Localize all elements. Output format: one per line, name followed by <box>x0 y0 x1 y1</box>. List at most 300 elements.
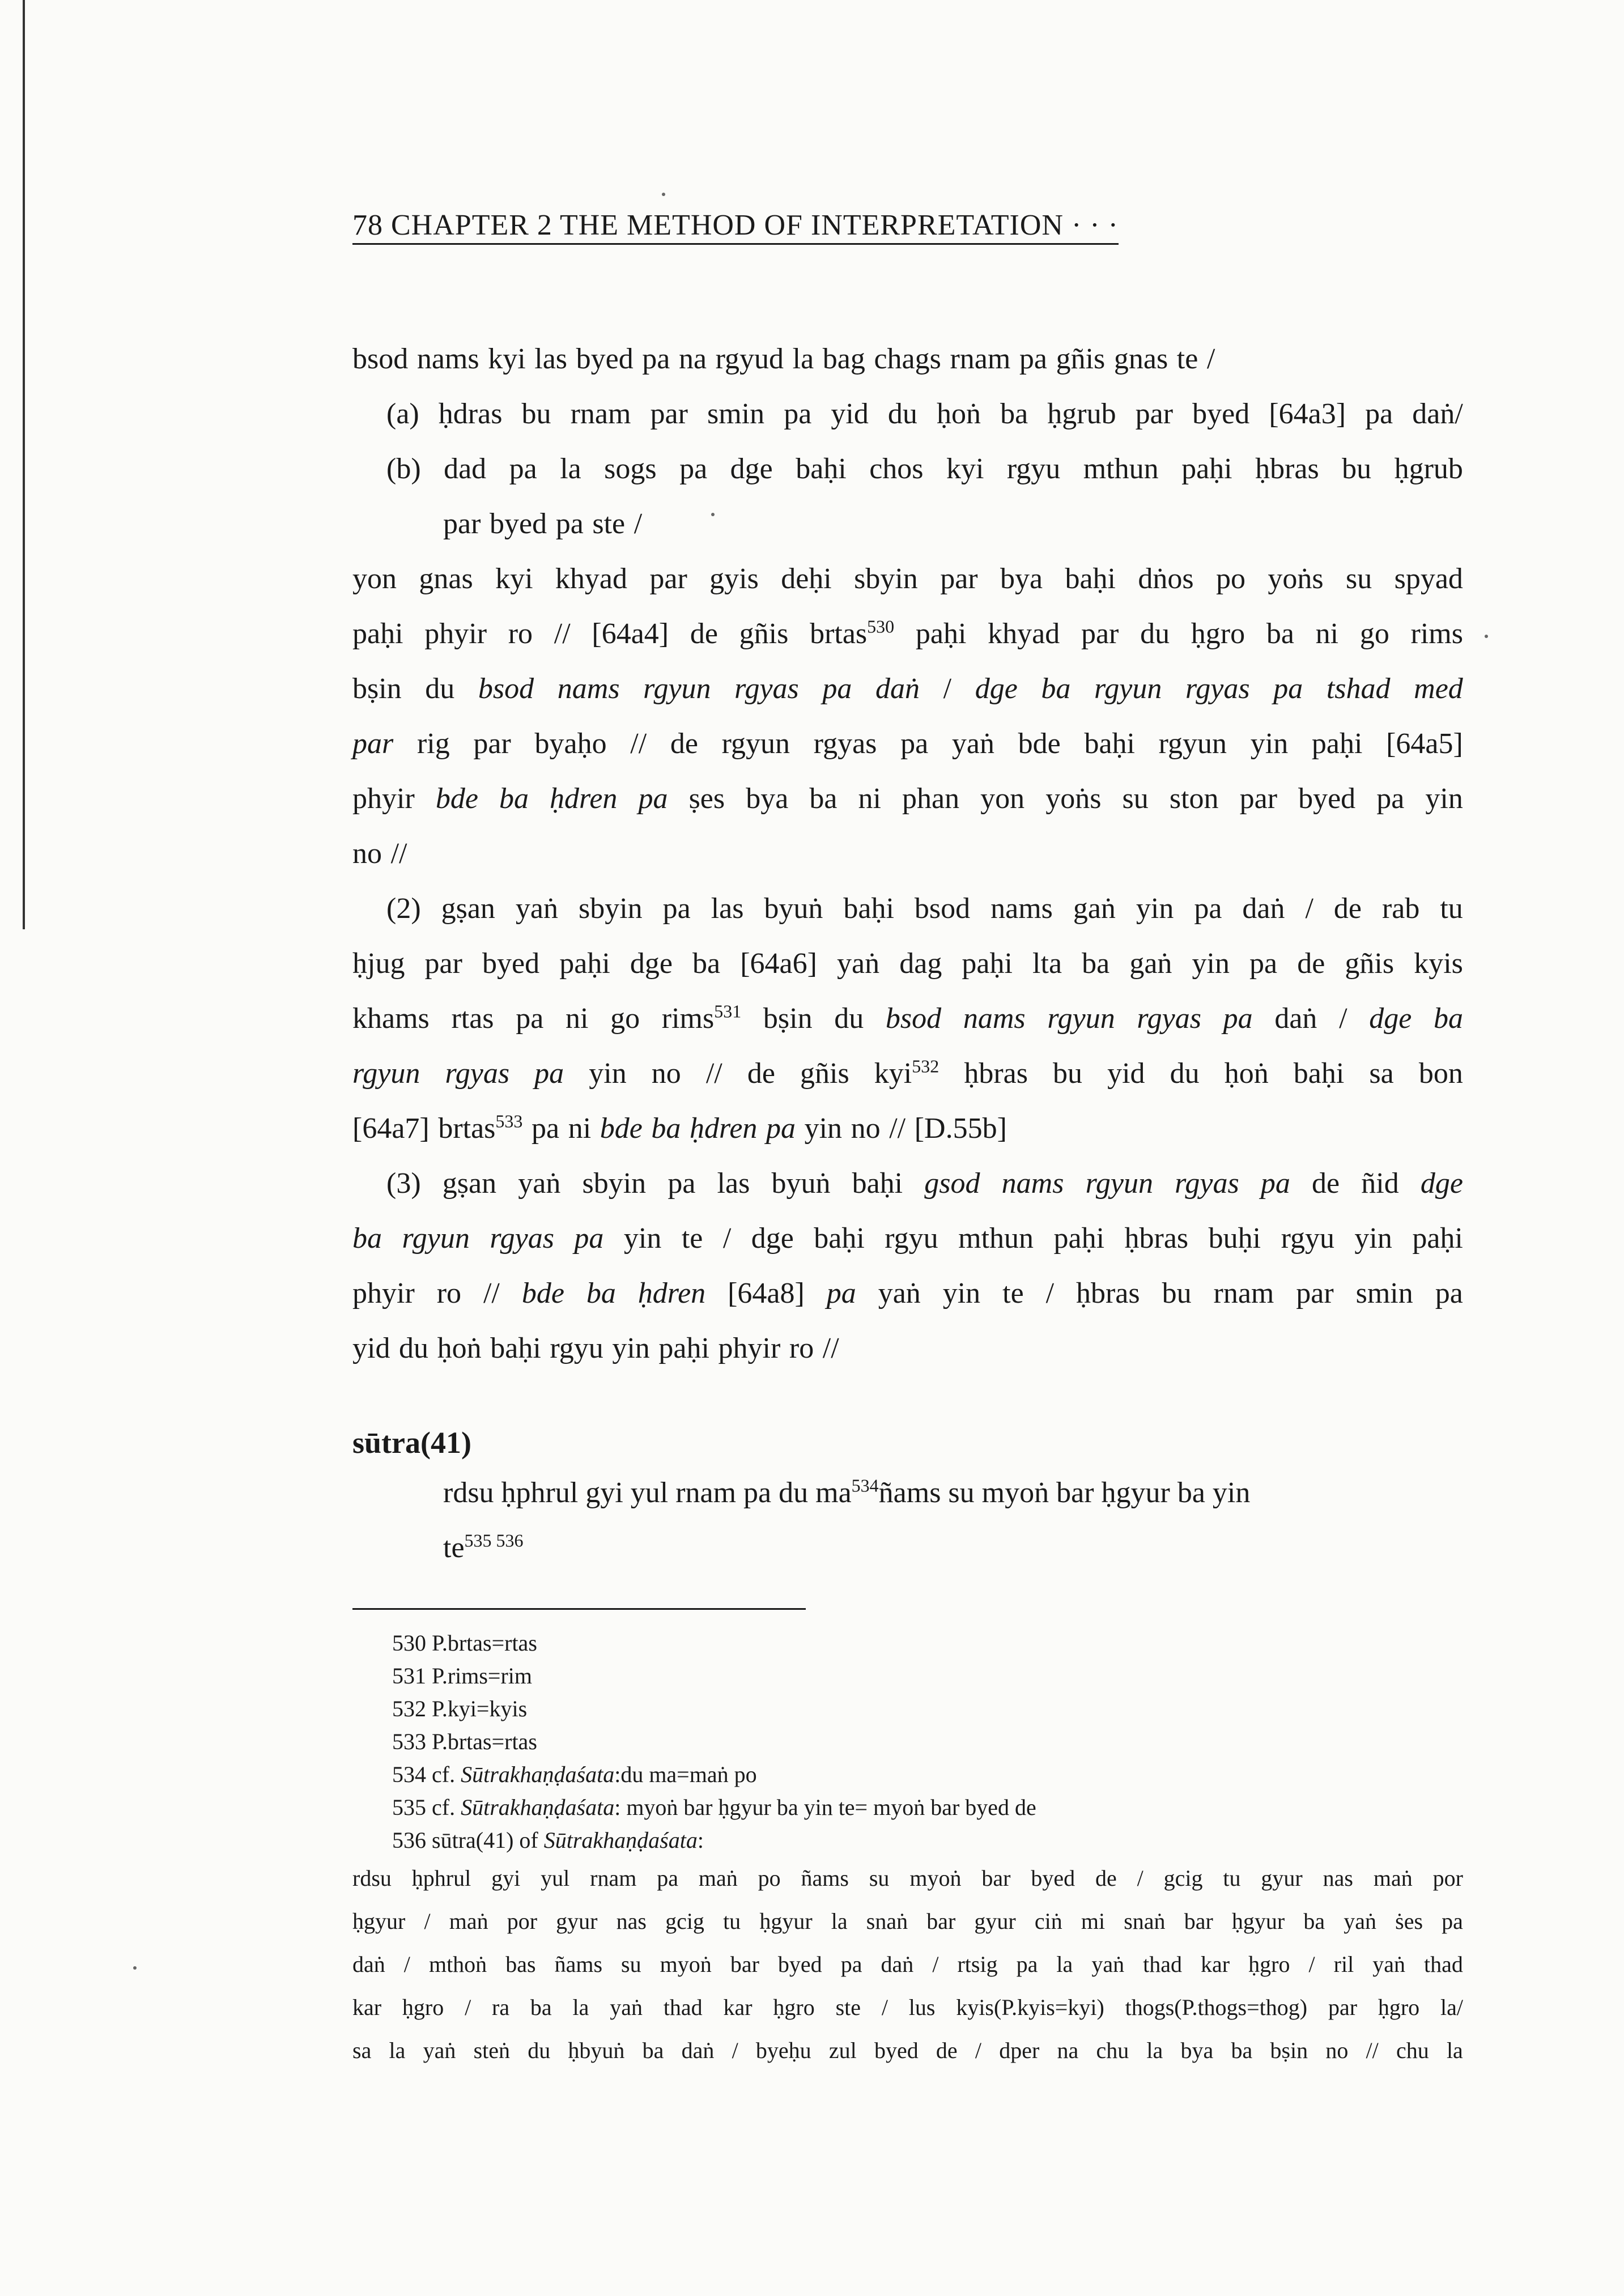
word-group <box>784 386 811 441</box>
word-group <box>638 1266 705 1321</box>
word: ni <box>568 1112 592 1145</box>
word: spyad <box>1394 563 1463 595</box>
word-group <box>505 1943 535 1986</box>
word: gṣan <box>441 892 495 925</box>
word: steṅ <box>473 2038 511 2063</box>
word: mthoṅ <box>428 1951 487 1977</box>
word-group <box>866 1900 908 1943</box>
word-group <box>582 1156 646 1211</box>
word-group <box>352 826 382 881</box>
word-group <box>508 606 533 661</box>
word-group <box>1137 991 1201 1046</box>
footnote-text: 534 cf. <box>392 1762 461 1787</box>
word-group <box>940 551 977 606</box>
italic-word: bsod <box>885 1002 942 1035</box>
word: / <box>943 673 952 705</box>
footnote-text: 536 sūtra(41) of <box>392 1827 544 1853</box>
word: par <box>1296 1277 1334 1309</box>
word: ṡes <box>1395 1908 1423 1934</box>
word-group <box>1369 991 1412 1046</box>
word-group <box>1123 771 1149 826</box>
intro-line <box>352 331 1463 386</box>
word-group <box>1046 1266 1054 1321</box>
word: gyur <box>556 1908 598 1934</box>
word: rtas <box>451 1002 494 1035</box>
word-group <box>424 1900 430 1943</box>
word-group <box>573 1986 589 2029</box>
word: yin <box>612 1332 650 1364</box>
word: pa <box>679 453 708 485</box>
word-group <box>1312 1156 1340 1211</box>
word-group <box>805 1101 842 1156</box>
word-group <box>490 1211 554 1266</box>
word-group <box>1184 1900 1213 1943</box>
word-group <box>610 1986 643 2029</box>
word-group <box>885 1211 938 1266</box>
word-group <box>1356 1266 1413 1321</box>
word-group <box>1035 1900 1062 1943</box>
word-group <box>679 331 707 386</box>
word-group <box>1312 716 1363 771</box>
word: pa <box>840 1951 862 1977</box>
word-group <box>568 2029 624 2072</box>
word: ḥphrul <box>411 1865 471 1891</box>
body-line <box>352 1046 1463 1101</box>
word-group <box>1274 991 1317 1046</box>
word: deḥi <box>781 563 832 595</box>
word: baḥi <box>852 1167 903 1200</box>
word: yin <box>1425 783 1463 815</box>
word-group <box>823 331 865 386</box>
word: kyi <box>488 343 526 375</box>
word: no <box>1325 2038 1349 2063</box>
word-group <box>1216 551 1245 606</box>
word-group <box>352 1321 390 1376</box>
body-line <box>352 991 1463 1046</box>
word: bar <box>1184 1908 1213 1934</box>
word-group <box>981 1857 1010 1900</box>
word-group <box>352 331 408 386</box>
word: mthun <box>958 1222 1034 1255</box>
word: lta <box>1032 947 1062 980</box>
word: / <box>424 1908 431 1934</box>
word-group <box>882 1986 888 2029</box>
word: baḥi <box>490 1332 541 1364</box>
word: sa <box>352 2038 372 2063</box>
word: dad <box>444 453 487 485</box>
word-group <box>1140 606 1170 661</box>
word: zul <box>828 2038 857 2063</box>
word-group <box>1412 386 1463 441</box>
word-group <box>1002 1156 1064 1211</box>
word-group <box>1425 771 1463 826</box>
word-group <box>730 1943 759 1986</box>
word-group <box>1268 551 1323 606</box>
word-group <box>630 936 673 991</box>
word-group <box>352 1943 385 1986</box>
word-group <box>560 441 581 496</box>
word-group <box>610 991 640 1046</box>
word-group <box>1181 2029 1214 2072</box>
word: ba <box>1231 2038 1253 2063</box>
word-group <box>507 1900 537 1943</box>
word: ril <box>1333 1951 1354 1977</box>
word-group <box>706 1046 722 1101</box>
word: de <box>1297 947 1325 980</box>
word-group <box>1170 771 1219 826</box>
word-group <box>1114 331 1168 386</box>
word-group <box>852 1156 903 1211</box>
word-group <box>1334 1943 1354 1986</box>
footnote-body-line <box>352 1986 1463 2029</box>
word-group <box>559 936 610 991</box>
footnote-text: 532 P.kyi=kyis <box>392 1696 528 1721</box>
italic-word: pa <box>826 1277 856 1309</box>
word-group <box>690 1101 757 1156</box>
word: gyi <box>491 1865 521 1891</box>
word-group <box>730 441 773 496</box>
word-group <box>1378 1986 1419 2029</box>
word: par <box>1081 618 1119 650</box>
word-group <box>690 606 718 661</box>
word: mi <box>1081 1908 1106 1934</box>
word: yaṅ <box>515 892 558 925</box>
word-group <box>758 1857 781 1900</box>
italic-word: rgyas <box>734 673 799 705</box>
word: ḥgyur <box>759 1908 813 1934</box>
word: daṅ <box>1242 892 1285 925</box>
italic-word: ḥdren <box>690 1112 758 1145</box>
page-body <box>352 331 1463 2072</box>
word: sbyin <box>582 1167 647 1200</box>
word: na <box>678 343 707 375</box>
word: bya <box>1000 563 1043 595</box>
word: baḥi <box>843 892 894 925</box>
word-group <box>437 1321 482 1376</box>
word: gaṅ <box>1073 892 1116 925</box>
word-group <box>352 551 397 606</box>
word-group <box>1177 331 1198 386</box>
word: pa <box>784 398 812 430</box>
footnote-title: Sūtrakhaṇḍaśata <box>461 1762 615 1787</box>
word: yin <box>623 1222 662 1255</box>
word: par <box>650 398 688 430</box>
word-group <box>1296 1266 1333 1321</box>
word-group <box>621 1943 641 1986</box>
word-group <box>946 441 984 496</box>
word: gcig <box>665 1908 704 1934</box>
word: [D.55b] <box>914 1112 1007 1145</box>
word-group <box>829 2029 857 2072</box>
word-group <box>999 2029 1039 2072</box>
word: byuṅ <box>764 892 823 925</box>
word: de <box>747 1057 775 1090</box>
word-group <box>424 606 487 661</box>
word: / <box>1206 343 1215 375</box>
word: no <box>651 1057 681 1090</box>
word-group <box>449 1900 488 1943</box>
italic-word: pa <box>574 1222 604 1255</box>
italic-word: rgyas <box>1137 1002 1201 1035</box>
word: // <box>554 618 571 650</box>
word: pa <box>1194 892 1222 925</box>
word-group <box>1361 1156 1398 1211</box>
word-group <box>916 606 967 661</box>
word-group <box>679 441 707 496</box>
word: byed <box>482 947 540 980</box>
scan-speck <box>1485 635 1488 638</box>
word: yid <box>1107 1057 1145 1090</box>
word: yin <box>942 1277 981 1309</box>
word-group <box>728 1266 805 1321</box>
sutra-text: rdsu ḥphrul gyi yul rnam pa du ma <box>443 1477 852 1509</box>
word-group <box>1442 1900 1463 1943</box>
word-group <box>639 771 668 826</box>
word: bde <box>1018 728 1061 760</box>
word: bya <box>746 783 789 815</box>
word: rims <box>661 1002 715 1035</box>
word-group <box>522 386 551 441</box>
word-group <box>352 661 402 716</box>
word-group <box>924 1156 980 1211</box>
footnote-body-line <box>352 1857 1463 1900</box>
word: po <box>758 1865 781 1891</box>
word: / <box>732 2038 738 2063</box>
word: thad <box>663 1995 703 2020</box>
italic-word: rgyun <box>643 673 711 705</box>
word-group <box>1440 881 1463 936</box>
word: yul <box>541 1865 570 1891</box>
footnote-title: Sūtrakhaṇḍaśata <box>543 1827 698 1853</box>
body-line <box>352 881 1463 936</box>
word: // <box>1366 2038 1379 2063</box>
word-group <box>1440 1986 1463 2029</box>
word-group <box>858 771 881 826</box>
word-group <box>1192 386 1249 441</box>
word: gnas <box>419 563 473 595</box>
word-group <box>600 1101 643 1156</box>
word: ḥgrub <box>1394 453 1463 485</box>
word-group <box>719 1321 781 1376</box>
word: dge <box>751 1222 794 1255</box>
word: pa <box>516 1002 544 1035</box>
word: byed <box>490 508 547 540</box>
word-group <box>773 1986 814 2029</box>
word: // <box>390 837 407 870</box>
word-group <box>425 936 462 991</box>
word-group <box>764 881 823 936</box>
word: byed <box>1192 398 1250 430</box>
word-group <box>391 826 407 881</box>
word: byaḥo <box>534 728 607 760</box>
word: chos <box>869 453 924 485</box>
word-group <box>474 2029 510 2072</box>
word-group <box>1249 936 1277 991</box>
paragraph-item-3 <box>352 1156 1463 1376</box>
word-group <box>1346 551 1372 606</box>
word-group <box>630 716 647 771</box>
word: rdsu <box>352 1865 392 1891</box>
word: yaṅ <box>610 1995 643 2020</box>
word: de <box>1312 1167 1340 1200</box>
word: ston <box>1169 783 1219 815</box>
italic-word: pa <box>638 783 668 815</box>
footnote-ref: 530 <box>867 616 895 637</box>
word-group <box>952 716 994 771</box>
word-group <box>1339 991 1347 1046</box>
word: [64a3] <box>1269 398 1346 430</box>
word-group <box>492 1986 509 2029</box>
word: tu <box>1223 1865 1241 1891</box>
word-group <box>888 386 917 441</box>
word: las <box>534 343 568 375</box>
sutra-line-2 <box>352 1520 1463 1575</box>
word: byuṅ <box>771 1167 831 1200</box>
word: las <box>711 892 744 925</box>
italic-word: ba <box>352 1222 382 1255</box>
word: yon <box>980 783 1025 815</box>
word: ḥbras <box>964 1057 1028 1090</box>
word-group <box>771 1156 830 1211</box>
paragraph-intro <box>352 331 1463 551</box>
word-group <box>874 331 941 386</box>
word-group <box>1125 1986 1307 2029</box>
word: daṅ <box>352 1951 385 1977</box>
word: phyir <box>352 783 415 815</box>
word-group <box>1305 881 1313 936</box>
word: ṣes <box>688 783 725 815</box>
word: thogs(P.thogs=thog) <box>1125 1995 1308 2020</box>
italic-word: bde <box>521 1277 564 1309</box>
word: // <box>889 1112 906 1145</box>
word: bag <box>822 343 865 375</box>
word-group <box>943 661 951 716</box>
body-line <box>352 1266 1463 1321</box>
word: par <box>1239 783 1278 815</box>
word: par <box>1135 398 1174 430</box>
word: ḥjug <box>352 947 405 980</box>
word: pa <box>1435 1277 1463 1309</box>
word-group <box>1125 1211 1189 1266</box>
intro-line <box>352 441 1463 496</box>
word-group <box>670 716 698 771</box>
footnote-rule <box>352 1608 806 1610</box>
word-group <box>909 1986 936 2029</box>
word: yid <box>352 1332 390 1364</box>
word: phyir <box>718 1332 781 1364</box>
word-group <box>402 1986 444 2029</box>
word-group <box>1146 2029 1163 2072</box>
word: rgyud <box>715 343 784 375</box>
word: ni <box>858 783 881 815</box>
word-group <box>1094 661 1162 716</box>
word-group <box>1194 881 1222 936</box>
word-group <box>443 496 481 551</box>
word-group <box>875 661 920 716</box>
word: ñams <box>554 1951 603 1977</box>
word-group <box>814 1211 865 1266</box>
italic-word: bsod <box>478 673 534 705</box>
word-group <box>604 441 656 496</box>
word-group <box>1083 441 1159 496</box>
italic-word: dge <box>1369 1002 1412 1035</box>
word-group <box>1095 1857 1117 1900</box>
footnote-text: :du ma=maṅ po <box>614 1762 757 1787</box>
word-group <box>1223 1857 1240 1900</box>
word-group <box>932 1943 938 1986</box>
italic-word: pa <box>822 673 852 705</box>
word: lus <box>908 1995 936 2020</box>
footnote-ref: 531 <box>714 1001 742 1022</box>
word-group <box>869 1857 890 1900</box>
word: baḥi <box>1293 1057 1345 1090</box>
word-group <box>789 1321 814 1376</box>
word: no <box>352 837 382 870</box>
word: gnas <box>1113 343 1168 375</box>
word-group <box>878 1266 921 1321</box>
word-group <box>488 331 525 386</box>
word: na <box>1057 2038 1079 2063</box>
word-group <box>1000 386 1028 441</box>
word-group <box>739 606 789 661</box>
word: paḥi <box>962 947 1013 980</box>
word: nas <box>616 1908 647 1934</box>
word: chu <box>1396 2038 1429 2063</box>
word-group <box>451 991 494 1046</box>
word: par <box>443 508 481 540</box>
word-group <box>662 991 741 1046</box>
word: de <box>936 2038 958 2063</box>
word: yaṅ <box>878 1277 921 1309</box>
word: baḥi <box>1065 563 1116 595</box>
word-group <box>445 1046 509 1101</box>
word-group <box>732 2029 738 2072</box>
word: paḥi <box>1053 1222 1105 1255</box>
word: ba <box>1303 1908 1325 1934</box>
word-group <box>643 661 711 716</box>
body-line <box>352 1211 1463 1266</box>
word: ḥbras <box>1075 1277 1140 1309</box>
word: snaṅ <box>1124 1908 1166 1934</box>
word-group <box>532 1101 559 1156</box>
word: de <box>1333 892 1362 925</box>
word-group <box>1000 551 1043 606</box>
word-group <box>1269 386 1346 441</box>
word-group <box>624 1211 661 1266</box>
sutra-text: te <box>443 1532 465 1564</box>
word-group <box>800 1046 849 1101</box>
word: yin <box>1192 947 1230 980</box>
word-group <box>1334 881 1362 936</box>
word: ḥgyur <box>1231 1908 1285 1934</box>
word-group <box>724 1986 753 2029</box>
word-group <box>490 1321 541 1376</box>
word-group <box>402 1211 469 1266</box>
word: paḥi <box>915 618 967 650</box>
word-group <box>473 716 511 771</box>
word-group <box>958 1211 1034 1266</box>
word: pa <box>532 1112 560 1145</box>
word: byeḥu <box>755 2038 811 2063</box>
word-group <box>1056 331 1106 386</box>
word: myoṅ <box>660 1951 712 1977</box>
italic-word: par <box>352 728 394 760</box>
word-group <box>1369 1046 1393 1101</box>
word-group <box>1240 771 1277 826</box>
word-group <box>482 936 539 991</box>
word: ni <box>1315 618 1339 650</box>
footnote-entry <box>352 1627 1463 1660</box>
